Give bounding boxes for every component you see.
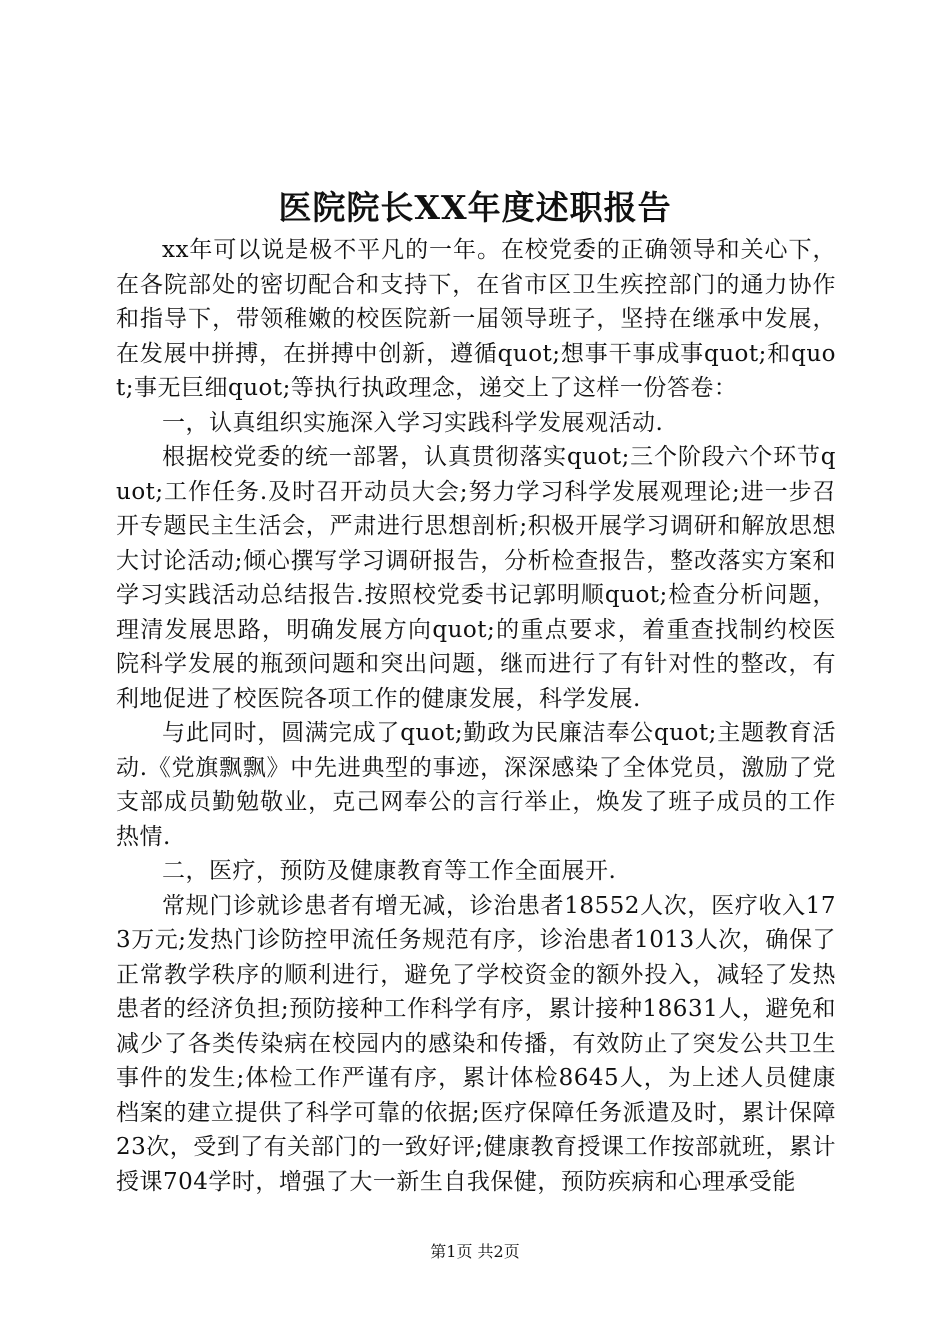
section-heading-2: 二，医疗，预防及健康教育等工作全面展开. <box>162 858 617 884</box>
document-title: 医院院长XX年度述职报告 <box>278 188 672 227</box>
document-body <box>116 233 836 1199</box>
paragraph-medical-work: 常规门诊就诊患者有增无减，诊治患者18552人次，医疗收入173万元;发热门诊防控甲流任务规范有序，诊治患者1013人次，确保了正常教学秩序的顺利进行，避免了学校资金的额外投入，减轻了发热患者的经济负担;预防接种工作科学有序，累计接种18631人，避免和减少了各类传染病在校园内的感染和传播，有效防止了突发公共卫生事件的发生;体检工作严谨有序，累计体检8645人，为上述人员健康档案的建立提供了科学可靠的依据;医疗保障任务派遣及时，累计保障23次，受到了有关部门的一致好评;健康教育授课工作按部就班，累计授课704学时，增强了大一新生自我保健，预防疾病和心理承受能 <box>116 892 837 1195</box>
paragraph-intro: xx年可以说是极不平凡的一年。在校党委的正确领导和关心下，在各院部处的密切配合和支持下，在省市区卫生疾控部门的通力协作和指导下，带领稚嫩的校医院新一届领导班子，坚持在继承中发展，在发展中拼搏，在拼搏中创新，遵循quot;想事干事成事quot;和quot;事无巨细quot;等执行执政理念，递交上了这样一份答卷： <box>116 237 836 401</box>
section-heading-1: 一，认真组织实施深入学习实践科学发展观活动. <box>162 409 664 436</box>
page-number-footer: 第1页 共2页 <box>430 1242 520 1261</box>
paragraph-education-activity: 与此同时，圆满完成了quot;勤政为民廉洁奉公quot;主题教育活动.《党旗飘飘》中先进典型的事迹，深深感染了全体党员，激励了党支部成员勤勉敬业，克己网奉公的言行举止，焕发了班子成员的工作热情. <box>116 720 836 850</box>
paragraph-study-practice: 根据校党委的统一部署，认真贯彻落实quot;三个阶段六个环节quot;工作任务.及时召开动员大会;努力学习科学发展观理论;进一步召开专题民主生活会，严肃进行思想剖析;积极开展学习调研和解放思想大讨论活动;倾心撰写学习调研报告，分析检查报告，整改落实方案和学习实践活动总结报告.按照校党委书记郭明顺quot;检查分析问题，理清发展思路，明确发展方向quot;的重点要求，着重查找制约校医院科学发展的瓶颈问题和突出问题，继而进行了有针对性的整改，有利地促进了校医院各项工作的健康发展，科学发展. <box>116 444 836 712</box>
